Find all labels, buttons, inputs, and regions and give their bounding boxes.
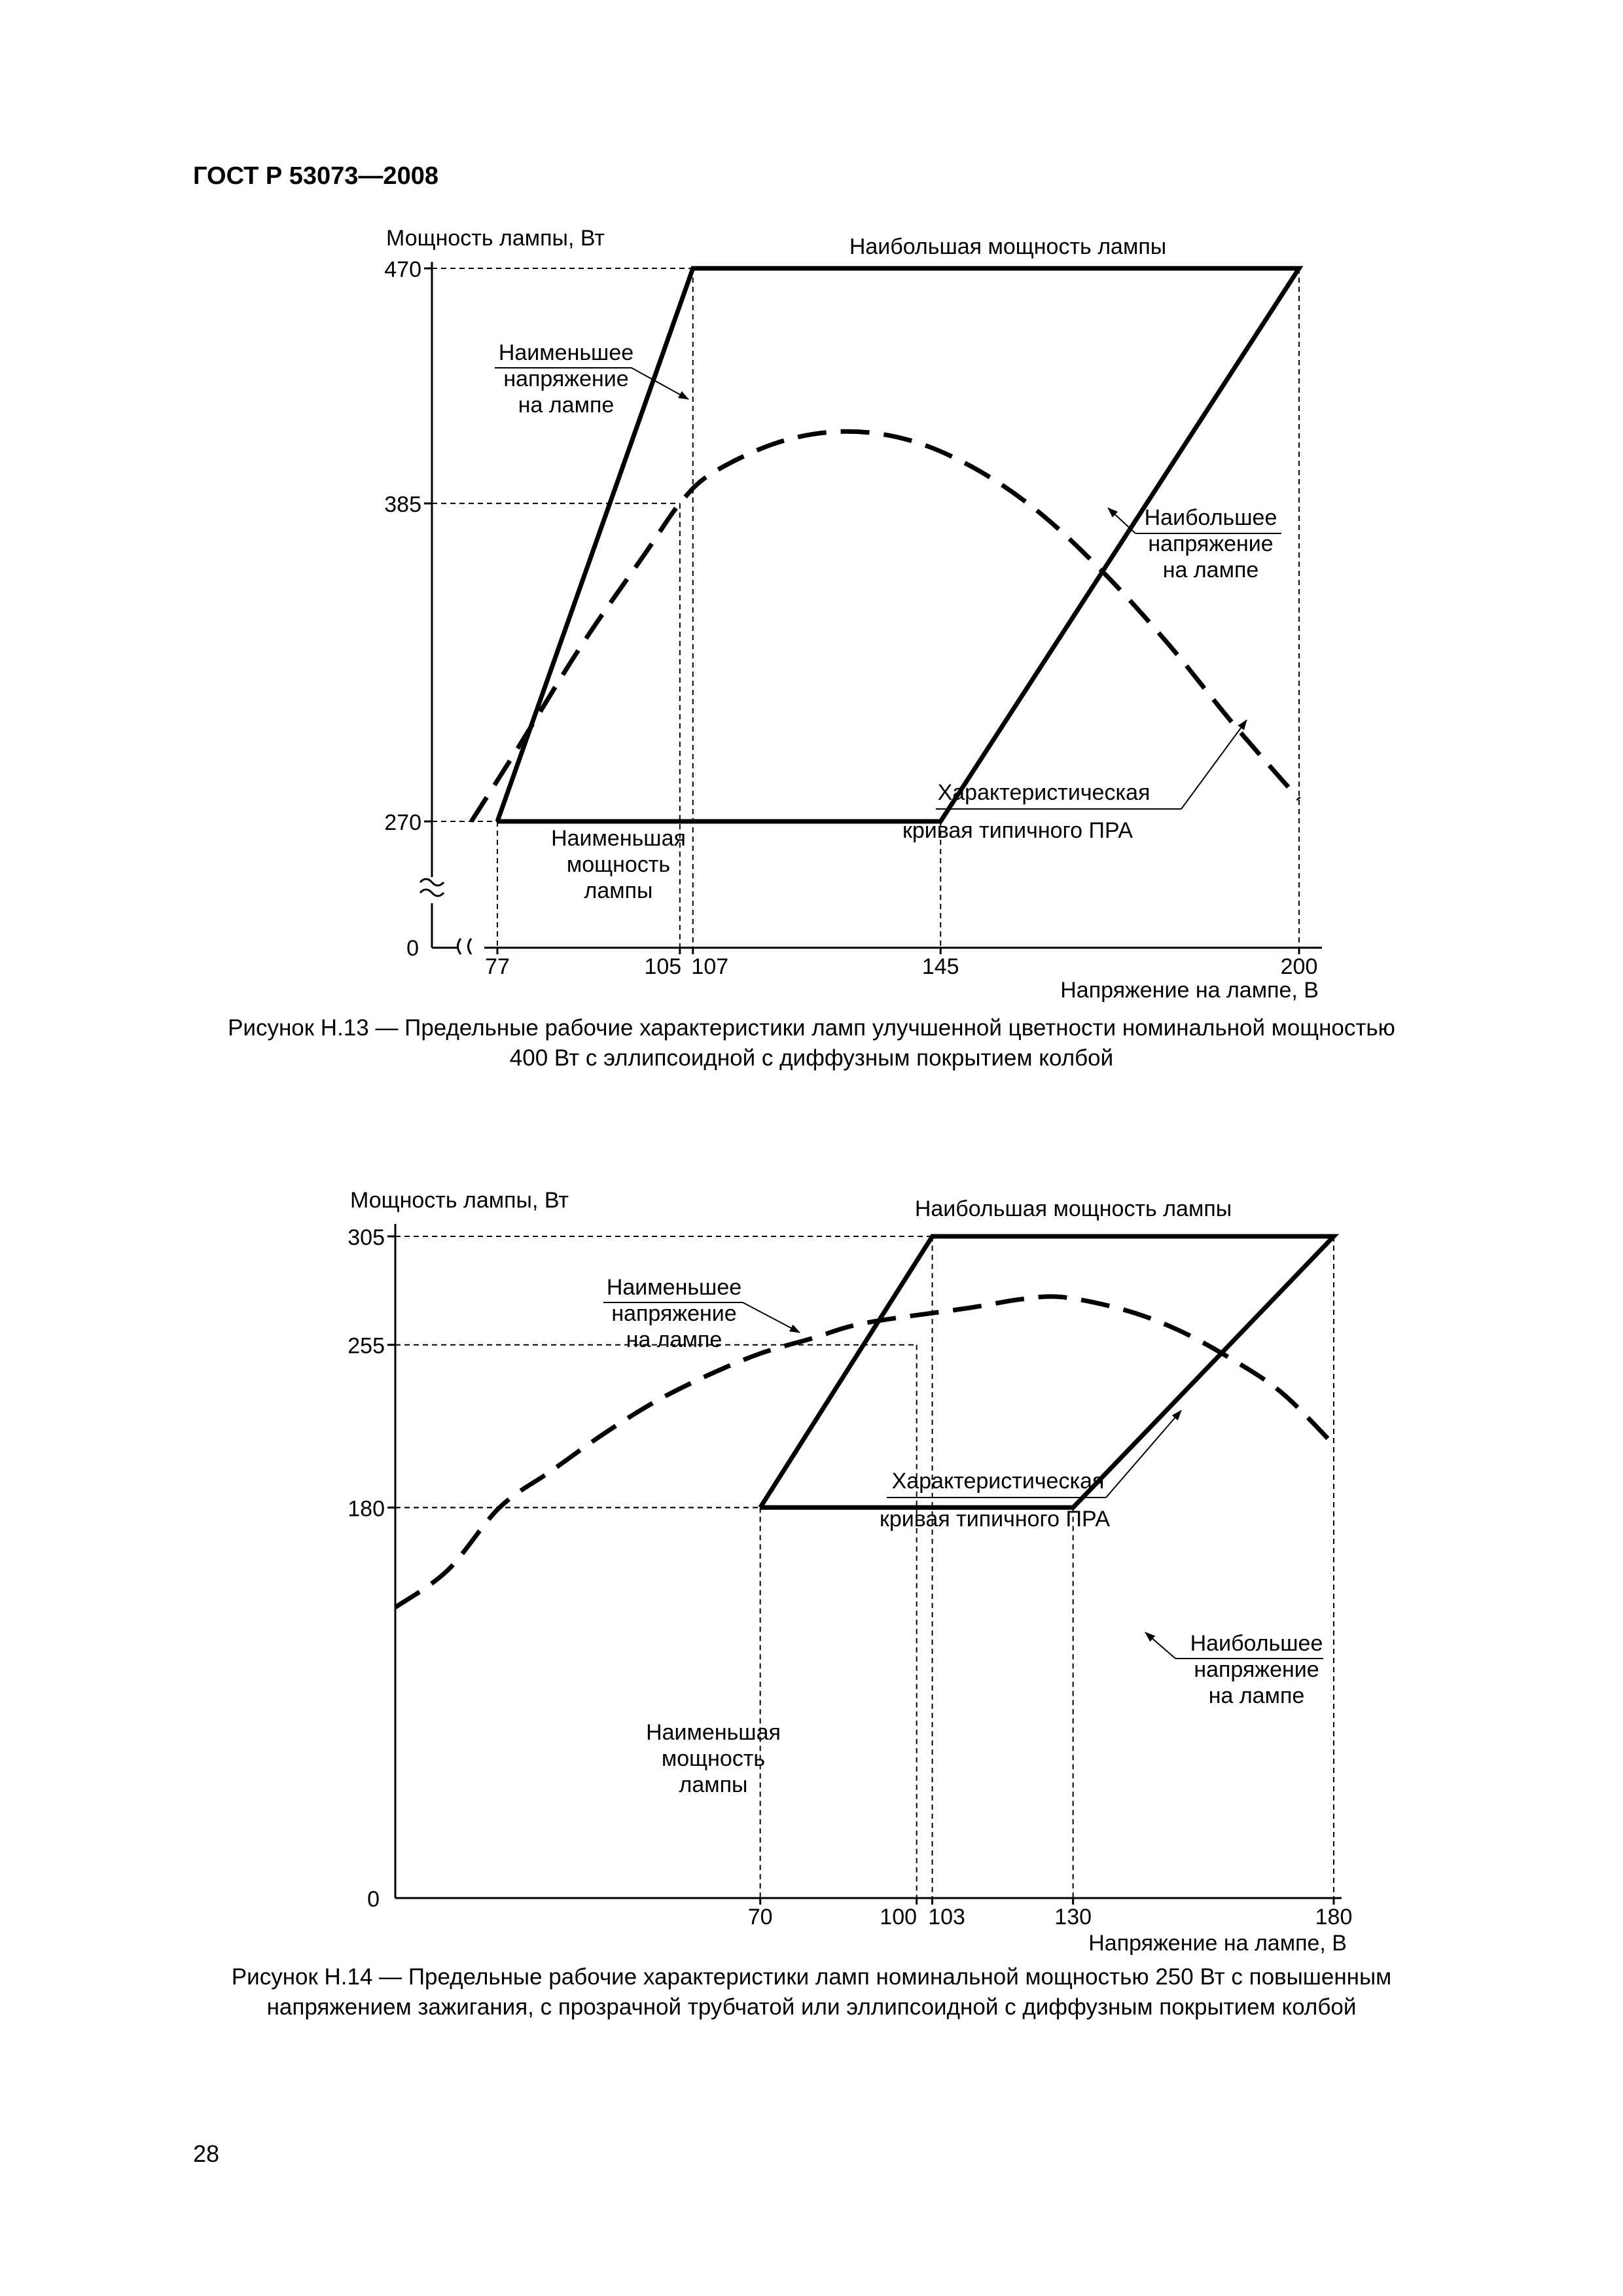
max-voltage-label: на лампе <box>1162 558 1259 583</box>
x-axis-title: Напряжение на лампе, В <box>1088 1931 1347 1956</box>
y-tick-label: 0 <box>406 936 419 961</box>
leader-arrow <box>743 1302 800 1333</box>
leader-arrow <box>1108 508 1135 533</box>
max-voltage-label: напряжение <box>1148 531 1274 556</box>
caption-line: Рисунок Н.14 — Предельные рабочие характеристики ламп номинальной мощностью 250 Вт с повышенным <box>231 1964 1392 1990</box>
document-header: ГОСТ Р 53073—2008 <box>193 162 438 190</box>
max-voltage-label: Наибольшее <box>1190 1631 1323 1656</box>
x-tick-label: 145 <box>921 954 959 979</box>
min-voltage-label: Наименьшее <box>606 1275 742 1300</box>
x-tick-label: 180 <box>1315 1905 1353 1929</box>
x-axis-break <box>458 939 472 954</box>
min-voltage-label: напряжение <box>611 1301 737 1326</box>
min-power-label: мощность <box>566 852 671 877</box>
min-power-label: мощность <box>661 1746 766 1771</box>
y-tick-label: 180 <box>348 1496 385 1522</box>
x-tick-label: 107 <box>691 954 729 979</box>
caption-line: 400 Вт с эллипсоидной с диффузным покрытием колбой <box>509 1045 1114 1071</box>
curve-name-label: Характеристическая <box>891 1469 1105 1494</box>
y-tick-label: 270 <box>384 810 421 835</box>
min-voltage-label: на лампе <box>518 393 615 418</box>
y-axis-break <box>420 879 444 896</box>
x-tick-label: 77 <box>485 954 510 979</box>
page-number: 28 <box>193 2140 220 2167</box>
max-power-label: Наибольшая мощность лампы <box>849 234 1167 259</box>
curve-name-label: кривая типичного ПРА <box>879 1507 1111 1532</box>
leader-arrow <box>1181 720 1247 809</box>
caption-line: напряжением зажигания, с прозрачной трубчатой или эллипсоидной с диффузным покрытием колбой <box>266 1994 1357 2020</box>
figure-h14-chart <box>0 1178 1623 1957</box>
curve-name-label: Характеристическая <box>937 780 1150 805</box>
max-voltage-label: напряжение <box>1194 1657 1319 1682</box>
x-tick-label: 100 <box>880 1905 918 1929</box>
y-tick-label: 255 <box>348 1333 385 1359</box>
y-tick-label: 470 <box>384 257 421 282</box>
curve-name-label: кривая типичного ПРА <box>902 818 1133 843</box>
min-voltage-label: напряжение <box>503 367 629 391</box>
y-tick-label: 305 <box>348 1225 385 1250</box>
min-power-label: Наименьшая <box>551 826 686 851</box>
min-voltage-label: Наименьшее <box>498 340 634 365</box>
operating-boundary-line <box>760 1236 1334 1507</box>
min-voltage-label: на лампе <box>626 1327 722 1352</box>
x-tick-label: 103 <box>928 1905 965 1929</box>
max-voltage-label: на лампе <box>1208 1683 1305 1708</box>
max-power-label: Наибольшая мощность лампы <box>914 1196 1232 1221</box>
x-tick-label: 105 <box>644 954 682 979</box>
x-tick-label: 200 <box>1280 954 1318 979</box>
min-power-label: лампы <box>679 1772 748 1797</box>
min-power-label: лампы <box>584 878 653 903</box>
y-axis-title: Мощность лампы, Вт <box>350 1188 569 1213</box>
y-axis-title: Мощность лампы, Вт <box>386 226 605 251</box>
y-tick-label: 0 <box>367 1887 380 1912</box>
min-power-label: Наименьшая <box>646 1720 781 1745</box>
leader-arrow <box>1145 1632 1175 1659</box>
x-axis-title: Напряжение на лампе, В <box>1060 978 1319 1003</box>
max-voltage-label: Наибольшее <box>1144 505 1277 530</box>
x-tick-label: 70 <box>747 1905 773 1929</box>
figure-h14-caption <box>164 1962 1459 2022</box>
figure-h13-chart <box>0 216 1623 1008</box>
leader-arrow <box>632 368 688 399</box>
caption-line: Рисунок Н.13 — Предельные рабочие характеристики ламп улучшенной цветности номинальной мощностью <box>228 1015 1395 1041</box>
figure-h13-caption <box>164 1013 1459 1073</box>
y-tick-label: 385 <box>384 492 421 518</box>
x-tick-label: 130 <box>1054 1905 1092 1929</box>
leader-arrow <box>1106 1410 1181 1498</box>
ballast-characteristic-curve <box>471 431 1299 821</box>
